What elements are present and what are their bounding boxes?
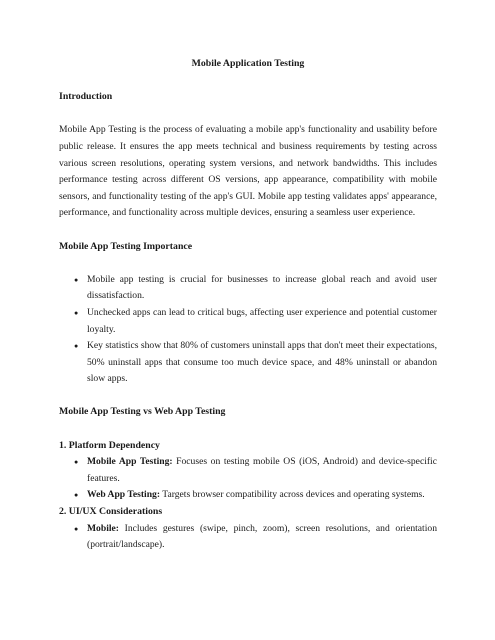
document-title: Mobile Application Testing	[191, 58, 305, 69]
list-item-label: Mobile:	[87, 522, 119, 534]
bullet-icon: ●	[74, 491, 79, 500]
importance-list	[59, 272, 437, 388]
spacer	[59, 106, 437, 123]
section1-list	[59, 454, 437, 504]
list-item-text: Key statistics show that 80% of customers uninstall apps that don't meet their expectations, 50% uninstall apps that consume too much device space, and 48% uninstall or abandon slow apps.	[87, 340, 437, 385]
importance-heading: Mobile App Testing Importance	[59, 240, 193, 252]
spacer	[59, 421, 437, 438]
list-item-label: Web App Testing:	[87, 489, 161, 501]
list-item	[59, 521, 437, 554]
document-content	[59, 56, 437, 554]
list-item-label: Mobile App Testing:	[87, 456, 173, 468]
list-item	[59, 305, 437, 338]
list-item-text: Mobile app testing is crucial for businesses to increase global reach and avoid user dissatisfaction.	[87, 273, 437, 302]
list-item-text: Focuses on testing mobile OS (iOS, Android) and device-specific features.	[87, 456, 437, 484]
bullet-icon: ●	[74, 275, 79, 284]
section2-list	[59, 521, 437, 554]
bullet-icon: ●	[74, 458, 79, 467]
section1-heading: 1. Platform Dependency	[59, 439, 160, 451]
list-item-text: Targets browser compatibility across devices and operating systems.	[160, 489, 425, 501]
list-item	[59, 272, 437, 305]
spacer	[59, 255, 437, 272]
bullet-icon: ●	[74, 342, 79, 351]
spacer	[59, 73, 437, 90]
list-item	[59, 487, 437, 504]
list-item	[59, 454, 437, 487]
spacer	[59, 222, 437, 239]
section2-heading: 2. UI/UX Considerations	[59, 506, 163, 518]
list-item-text: Unchecked apps can lead to critical bugs, affecting user experience and potential customer loyalty.	[87, 306, 437, 335]
intro-paragraph: Mobile App Testing is the process of evaluating a mobile app's functionality and usability before public release. It ensures the app meets technical and business requirements by testing across various screen resolutions, operating system versions, and network bandwidths. This includes performance testing across different OS versions, app appearance, compatibility with mobile sensors, and functionality testing of the app's GUI. Mobile app testing validates apps' appearance, performance, and functionality across multiple devices, ensuring a seamless user experience.	[59, 124, 437, 219]
bullet-icon: ●	[74, 524, 79, 533]
list-item-text: Includes gestures (swipe, pinch, zoom), screen resolutions, and orientation (portrait/landscape).	[87, 522, 437, 551]
bullet-icon: ●	[74, 308, 79, 317]
intro-heading: Introduction	[59, 91, 113, 103]
vs-heading: Mobile App Testing vs Web App Testing	[59, 406, 226, 418]
list-item	[59, 338, 437, 388]
spacer	[59, 388, 437, 405]
